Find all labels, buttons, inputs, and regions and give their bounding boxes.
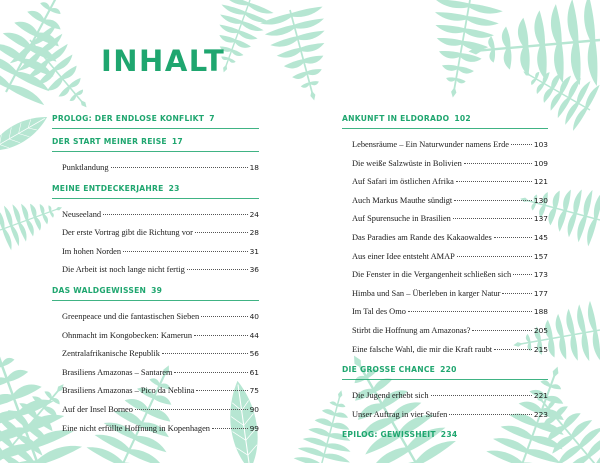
entry-title: Im hohen Norden [62,246,122,256]
section-divider [342,379,548,380]
entry-title: Aus einer Idee entsteht AMAP [352,251,455,261]
entry-page: 56 [249,349,259,359]
toc-entry [52,364,259,383]
entry-title: Lebensräume – Ein Naturwunder namens Erde [352,140,509,149]
entry-title: Der erste Vortrag gibt die Richtung vor [62,228,193,238]
dot-leader [196,390,247,391]
toc-entry [342,192,548,211]
entry-title: Eine nicht erfüllte Hoffnung in Kopenhagen [62,423,210,433]
dot-leader [174,372,247,373]
section-page: 220 [440,365,457,375]
section-heading [52,113,259,124]
entry-page: 18 [249,163,259,172]
entry-title: Brasiliens Amazonas – Santarem [62,367,173,377]
toc-entry [342,406,548,425]
toc-section [52,285,259,438]
entry-page: 44 [249,330,259,340]
toc-entry [342,387,548,406]
entry-title: Im Tal des Omo [352,307,406,317]
entry-page: 40 [249,311,259,321]
entry-title: Die Jugend erhebt sich [352,391,429,401]
toc-section [342,429,548,440]
toc-entry [52,224,259,243]
dot-leader [456,181,532,182]
section-heading [52,285,259,296]
entry-page: 221 [533,391,548,401]
section-heading [52,183,259,194]
entry-title: Zentralafrikanische Republik [62,349,160,359]
toc-entry [52,345,259,364]
entry-title: Die weiße Salzwüste in Bolivien [352,158,462,168]
toc-entry [342,173,548,192]
entry-title: Das Paradies am Rande des Kakaowaldes [352,232,492,242]
entry-page: 31 [249,246,259,256]
toc-entry [342,266,548,285]
toc-entry [342,229,548,248]
entry-title: Auch Markus Mauthe sündigt [352,195,453,205]
entry-title: Auf Spurensuche in Brasilien [352,214,451,224]
toc-entry [52,401,259,420]
dot-leader [111,167,248,168]
dot-leader [494,237,532,238]
dot-leader [103,214,248,215]
section-page: 234 [440,430,458,440]
section-divider [342,128,548,129]
section-page: 23 [168,183,180,193]
toc-entry [342,322,548,341]
toc-entry [52,206,259,225]
page-title: INHALT [101,44,226,78]
entry-page: 173 [533,270,548,280]
section-heading-text: MEINE ENTDECKERJAHRE [52,183,164,193]
toc-section [342,364,548,424]
entry-title: Auf Safari im östlichen Afrika [352,177,454,187]
entry-page: 145 [533,232,548,242]
dot-leader [472,330,531,331]
dot-leader [408,311,532,312]
entry-page: 61 [249,367,259,377]
entry-page: 121 [533,177,548,187]
toc-entry [52,382,259,401]
entry-page: 28 [249,228,259,238]
entry-page: 36 [249,265,259,275]
entry-title: Stirbt die Hoffnung am Amazonas? [352,325,471,335]
dot-leader [464,163,532,164]
section-page: 102 [454,114,471,123]
entry-page: 215 [533,344,548,354]
toc-left-column [52,113,259,443]
section-page: 7 [209,114,215,123]
section-page: 17 [171,137,183,146]
toc-entry [342,155,548,174]
dot-leader [494,349,532,350]
toc-entry [342,285,548,304]
dot-leader [162,353,248,354]
entry-title: Neuseeland [62,209,102,219]
toc-entry [52,243,259,262]
section-heading-text: EPILOG: GEWISSHEIT [342,430,436,440]
dot-leader [212,428,248,429]
toc-entry [342,210,548,229]
entry-page: 24 [249,209,259,219]
toc-entry [342,136,548,155]
toc-section [52,113,259,129]
section-divider [52,151,259,152]
section-divider [52,198,259,199]
toc-entry [52,159,259,178]
dot-leader [194,335,248,336]
entry-page: 188 [533,307,548,317]
entry-page: 223 [533,409,548,419]
dot-leader [513,274,532,275]
entry-title: Auf der Insel Borneo [62,404,133,414]
entry-page: 177 [533,288,548,298]
entry-title: Greenpeace und die fantastischen Sieben [62,311,200,321]
entry-title: Eine falsche Wahl, die mir die Kraft raubt [352,344,493,354]
entry-title: Ohnmacht im Kongobecken: Kamerun [62,330,193,340]
entry-page: 75 [249,386,259,396]
entry-title: Punktlandung [62,163,109,172]
section-heading-text: DIE GROSSE CHANCE [342,365,436,375]
entry-page: 137 [533,214,548,224]
section-heading [342,113,548,124]
section-heading-text: DER START MEINER REISE [52,137,167,146]
dot-leader [457,256,532,257]
toc-entry [52,327,259,346]
entry-page: 103 [533,140,548,149]
dot-leader [431,395,532,396]
section-heading [52,136,259,147]
dot-leader [187,269,248,270]
toc-entry [342,248,548,267]
section-page: 39 [151,285,163,295]
section-heading [342,429,548,440]
toc-section [342,113,548,359]
toc-section [52,183,259,280]
toc-right-column [342,113,548,445]
entry-title: Die Arbeit ist noch lange nicht fertig [62,265,185,275]
toc-entry [342,341,548,360]
dot-leader [449,414,532,415]
dot-leader [195,232,248,233]
dot-leader [201,316,247,317]
dot-leader [453,218,532,219]
toc-entry [52,420,259,439]
dot-leader [135,409,248,410]
toc-section [52,136,259,178]
entry-page: 205 [533,325,548,335]
section-divider [52,300,259,301]
entry-page: 90 [249,404,259,414]
section-heading-text: PROLOG: DER ENDLOSE KONFLIKT [52,114,205,123]
toc-entry [52,308,259,327]
entry-title: Brasiliens Amazonas – Pico da Neblina [62,386,195,396]
entry-page: 109 [533,158,548,168]
entry-page: 99 [249,423,259,433]
dot-leader [454,200,532,201]
section-divider [52,128,259,129]
entry-title: Himba und San – Überleben in karger Natur [352,288,501,298]
dot-leader [511,144,532,145]
dot-leader [502,293,531,294]
toc-entry [52,261,259,280]
entry-page: 157 [533,251,548,261]
entry-page: 130 [533,195,548,205]
section-heading-text: DAS WALDGEWISSEN [52,285,147,295]
entry-title: Die Fenster in die Vergangenheit schließen sich [352,270,512,280]
dot-leader [123,251,248,252]
entry-title: Unser Auftrag in vier Stufen [352,409,448,419]
toc-entry [342,303,548,322]
section-heading-text: ANKUNFT IN ELDORADO [342,114,450,123]
section-heading [342,364,548,375]
